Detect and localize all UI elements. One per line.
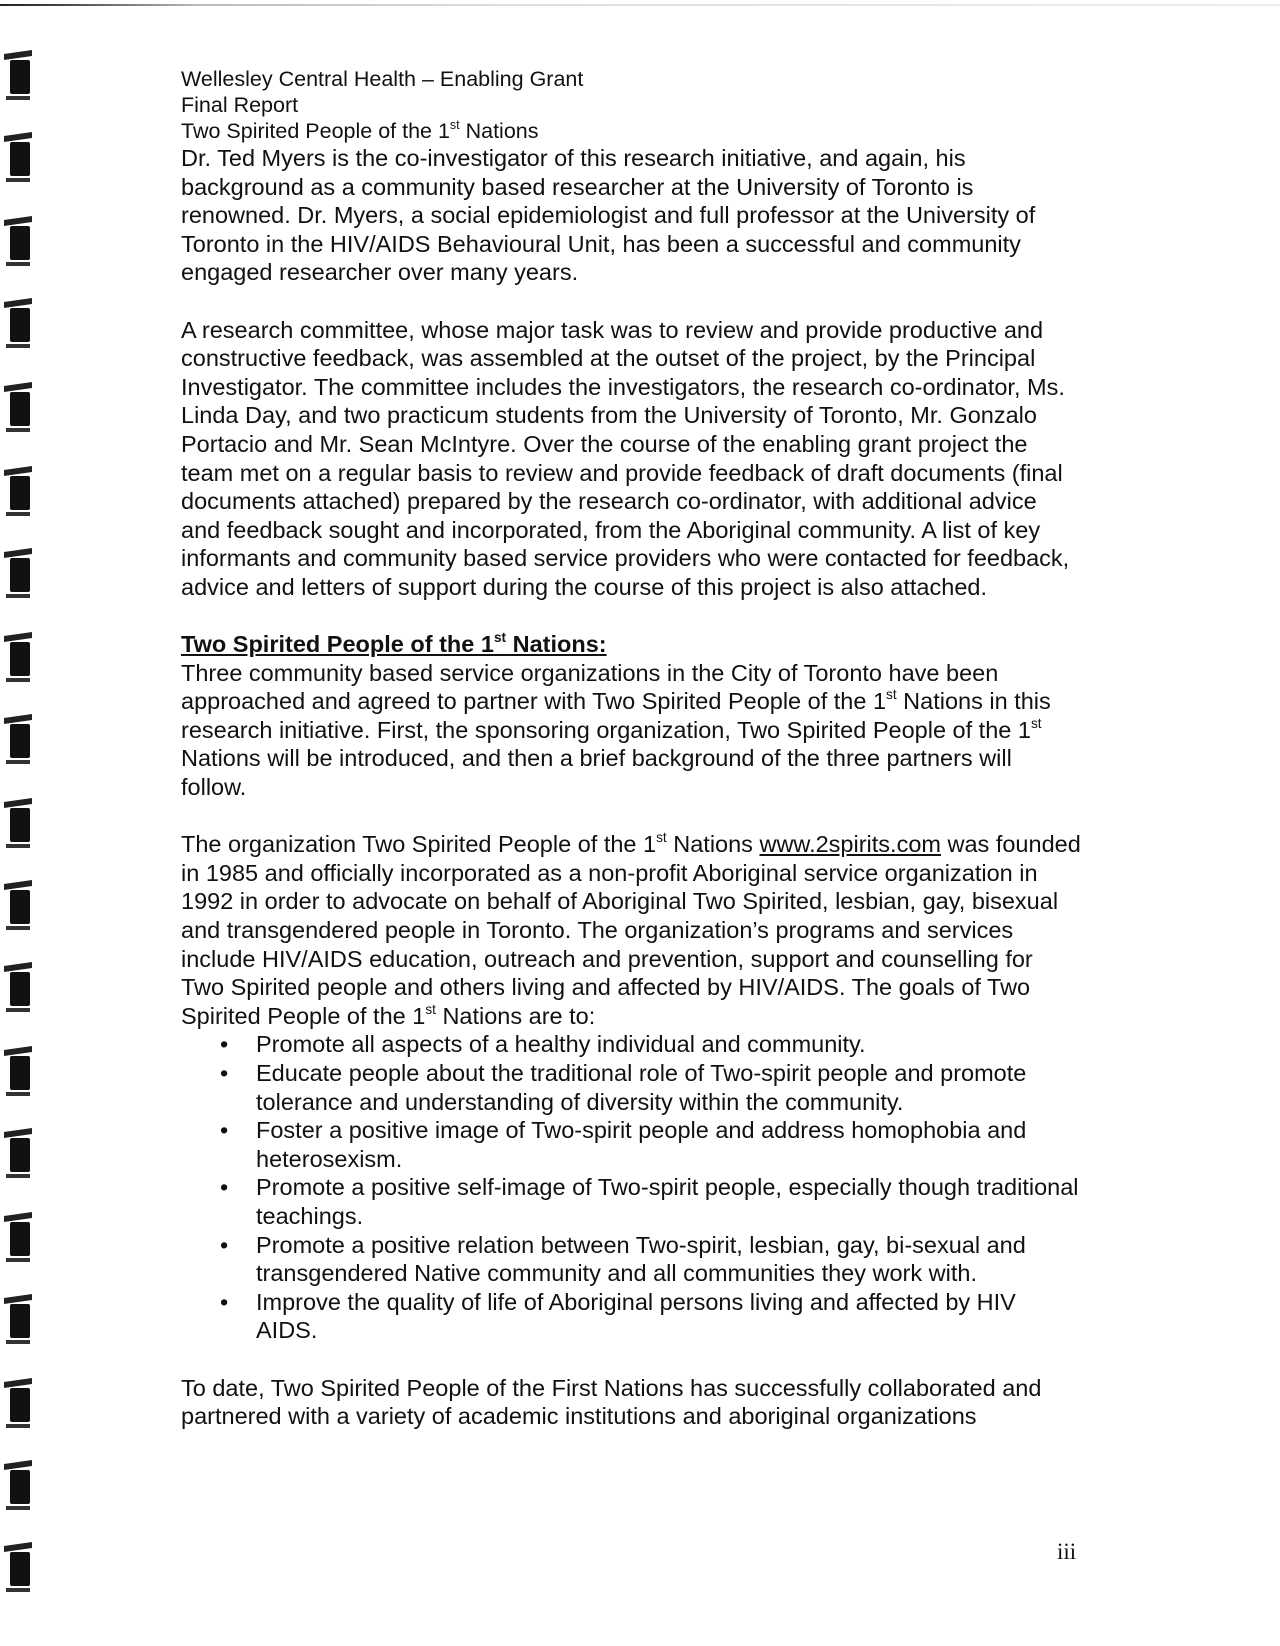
bullet-icon: •: [220, 1117, 229, 1144]
paragraph-co-investigator: Dr. Ted Myers is the co-investigator of this research initiative, and again, his background as a community based researcher at the University of Toronto is renowned. Dr. Myers, a social epidemiologist and full professor at the University of Toronto in the HIV/AIDS Behavioural Unit, has been a successful and community engaged researcher over many years.: [181, 145, 1036, 286]
organization-text-2: Nations: [666, 831, 760, 858]
binding-hole: [10, 308, 30, 342]
bullet-icon: •: [220, 1031, 229, 1058]
binding-hole: [10, 808, 30, 842]
goals-list: [181, 1030, 1081, 1345]
paragraph-research-committee: A research committee, whose major task was to review and provide productive and constructive feedback, was assembled at the outset of the project, by the Principal Investigator. The committee includes the investigators, the research co-ordinator, Ms. Linda Day, and two practicum students from the University of Toronto, Mr. Gonzalo Portacio and Mr. Sean McIntyre. Over the course of the enabling grant project the team met on a regular basis to review and provide feedback of draft documents (final documents attached) prepared by the research co-ordinator, with additional advice and feedback sought and incorporated, from the Aboriginal community. A list of key informants and community based service providers who were contacted for feedback, advice and letters of support during the course of this project is also attached.: [181, 316, 1070, 600]
header-line-organization: [181, 118, 1081, 144]
binding-hole: [10, 1552, 30, 1586]
partners-sup-2: st: [1030, 715, 1042, 731]
bullet-icon: •: [220, 1288, 229, 1315]
heading-prefix: Two Spirited People of the 1: [181, 631, 494, 658]
organization-text-1: The organization Two Spirited People of the 1: [181, 831, 657, 858]
organization-text-3: was founded in 1985 and officially incorporated as a non-profit Aboriginal service organization in 1992 in order to advocate on behalf of Aboriginal Two Spirited, lesbian, gay, bisexual and transgendered people in Toronto. The organization’s programs and services include HIV/AIDS education, outreach and prevention, support and counselling for Two Spirited people and others living and affected by HIV/AIDS. The goals of Two Spirited People of the 1: [181, 831, 1081, 1029]
list-item: [181, 1173, 1081, 1230]
header-line-report: Final Report: [181, 93, 299, 117]
bullet-icon: •: [220, 1174, 229, 1201]
binding-hole: [10, 724, 30, 758]
bullet-icon: •: [220, 1231, 229, 1258]
partners-text-3: Nations will be introduced, and then a brief background of the three partners will follow.: [181, 745, 1012, 801]
partners-text-1: Three community based service organizations in the City of Toronto have been approached and agreed to partner with Two Spirited People of the 1: [181, 659, 999, 715]
heading-colon: :: [598, 631, 607, 658]
paragraph-collaboration: To date, Two Spirited People of the First Nations has successfully collaborated and partnered with a variety of academic institutions and aboriginal organizations: [181, 1374, 1042, 1430]
report-header: [181, 66, 1081, 144]
partners-sup-1: st: [886, 687, 897, 703]
binding-hole: [10, 1388, 30, 1422]
goal-text: Promote a positive relation between Two-spirit, lesbian, gay, bi-sexual and transgendered Native community and all communities they work with.: [256, 1231, 1026, 1287]
binding-hole: [10, 142, 30, 176]
binding-hole: [10, 890, 30, 924]
list-item: [181, 1116, 1081, 1173]
organization-text-4: Nations are to:: [435, 1002, 596, 1029]
list-item: [181, 1030, 1081, 1059]
document-body: [181, 66, 1081, 1431]
binding-hole: [10, 60, 30, 94]
goal-text: Promote a positive self-image of Two-spirit people, especially though traditional teachings.: [256, 1174, 1079, 1229]
paragraph-gap: [181, 602, 1081, 631]
goal-text: Educate people about the traditional role of Two-spirit people and promote tolerance and understanding of diversity within the community.: [256, 1060, 1027, 1115]
header-org-sup: st: [449, 117, 460, 132]
header-org-suffix: Nations: [459, 119, 539, 143]
paragraph-partners: [181, 659, 1081, 802]
section-heading: [181, 630, 1081, 659]
binding-hole: [10, 1304, 30, 1338]
paragraph-gap: [181, 1345, 1081, 1374]
website-link[interactable]: www.2spirits.com: [759, 831, 941, 858]
binding-hole: [10, 226, 30, 260]
goal-text: Improve the quality of life of Aboriginal persons living and affected by HIV AIDS.: [256, 1288, 1016, 1344]
paragraph-organization: [181, 830, 1081, 1030]
goal-text: Promote all aspects of a healthy individual and community.: [256, 1031, 866, 1058]
binding-hole: [10, 476, 30, 510]
page-number: iii: [1057, 1539, 1077, 1564]
list-item: [181, 1231, 1081, 1288]
bullet-icon: •: [220, 1060, 229, 1086]
binding-hole: [10, 642, 30, 676]
list-item: [181, 1288, 1081, 1345]
paragraph-gap: [181, 802, 1081, 831]
binding-hole: [10, 392, 30, 426]
organization-sup-2: st: [425, 1001, 436, 1017]
list-item: [181, 1059, 1081, 1116]
heading-sup: st: [493, 629, 507, 645]
goal-text: Foster a positive image of Two-spirit people and address homophobia and heterosexism.: [256, 1117, 1027, 1172]
binding-hole: [10, 558, 30, 592]
header-org-prefix: Two Spirited People of the 1: [181, 119, 450, 143]
paragraph-gap: [181, 287, 1081, 316]
binding-hole: [10, 1138, 30, 1172]
binding-hole: [10, 1470, 30, 1504]
header-line-grant: Wellesley Central Health – Enabling Grant: [181, 67, 584, 91]
organization-sup-1: st: [656, 830, 667, 846]
binding-hole: [10, 972, 30, 1006]
spiral-binding: [0, 30, 40, 1630]
scan-edge: [0, 4, 1280, 6]
partners-text-2: Nations in this research initiative. First, the sponsoring organization, Two Spirited People of the 1: [181, 688, 1051, 743]
binding-hole: [10, 1056, 30, 1090]
heading-suffix: Nations: [506, 631, 599, 658]
binding-hole: [10, 1222, 30, 1256]
